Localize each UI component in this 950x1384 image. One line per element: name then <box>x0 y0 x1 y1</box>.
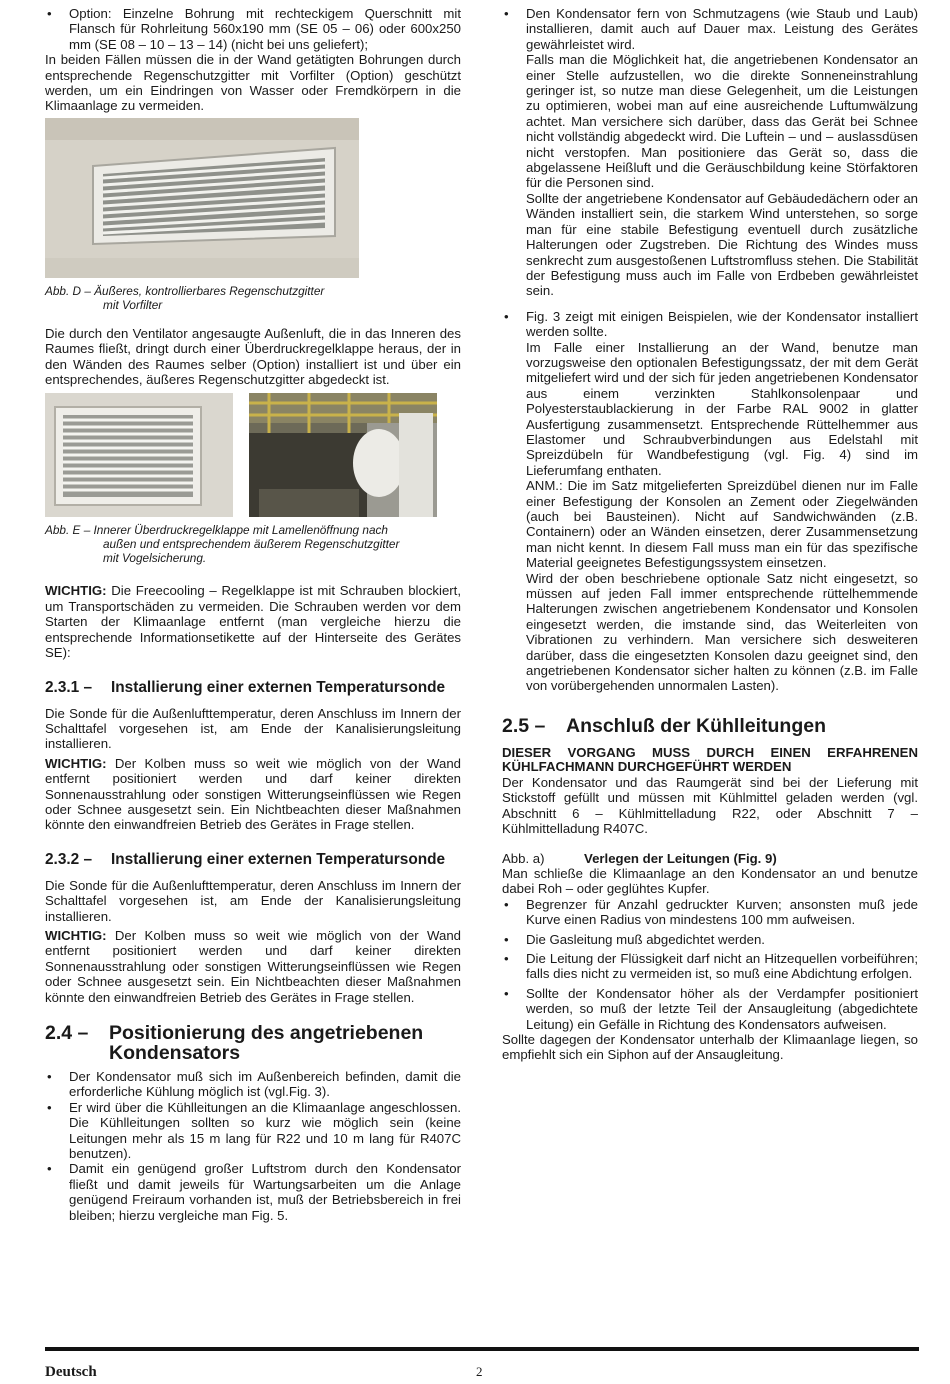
left-column <box>45 6 461 1223</box>
page-number: 2 <box>476 1364 483 1379</box>
caption-abb-d: Abb. D – Äußeres, kontrollierbares Regenschutzgitter mit Vorfilter <box>45 283 325 312</box>
bullet-schmutzagens: • Den Kondensator fern von Schmutzagens (wie Staub und Laub) installieren, damit auch auf Dauer max. Leistung des Gerätes gewährleistet wird. <box>502 6 918 52</box>
footer-language: Deutsch <box>45 1364 97 1380</box>
wichtig-label: WICHTIG: <box>45 583 107 599</box>
bullet-2-5-b: • Die Gasleitung muß abgedichtet werden. <box>502 932 918 947</box>
paragraph-schliesse: Man schließe die Klimaanlage an den Kondensator an und benutze dabei Roh – oder geglühtes Kupfer. <box>502 865 918 897</box>
bullet-2-4-c: • Damit ein genügend großer Luftstrom durch den Kondensator fließt und damit jeweils für Wartungsarbeiten um die Anlage genügend Freiraum vorhanden ist, muß der Betriebsbereich in frei bleiben; hierzu vergleiche man Fig. 5. <box>45 1161 461 1223</box>
warning-kuehlfachmann: DIESER VORGANG MUSS DURCH EINEN ERFAHRENEN KÜHLFACHMANN DURCHGEFÜHRT WERDEN <box>502 744 918 775</box>
bullet-fig3: • Fig. 3 zeigt mit einigen Beispielen, wie der Kondensator installiert werden sollte. <box>502 309 918 340</box>
paragraph-anm: ANM.: Die im Satz mitgelieferten Spreizdübel dienen nur im Falle einer Befestigung der Konsolen an Zement oder Ziegelwänden (auch bei Bausteinen). Nicht auf Sandwichwänden (z.B. Containern) oder an Wänden einsetzen, derer Zusammensetzung man nicht kennt. In diesem Fall muss man ein für das spezifische Material geeignetes Befestigungssystem einsetzen. <box>526 478 918 571</box>
paragraph-wandinstallation: Im Falle einer Installierung an der Wand, benutze man vorzugsweise den optionalen Befestigungssatz, der mit dem Gerät mitgeliefert wird und der sich für jeden angetriebenen Kondensator aus einem verzinkten Stahlkonsolenpaar und Polyesterstaublackierung in der Farbe RAL 9002 in glatter Ausfertigung zusammensetzt. Entsprechende Rüttelhemmer aus Elastomer und Schraubverbindungen aus Edelstahl mit Spreizdübeln für Wandbefestigung (vgl. Fig. 4) sind im Lieferumfang enthaten. <box>526 339 918 478</box>
bullet-2-5-d: • Sollte der Kondensator höher als der Verdampfer positioniert werden, so muß der letzte Teil der Ansaugleitung (abgedichtete Leitung) ein Gefälle in Richtung des Kondensators aufweisen. <box>502 986 918 1032</box>
paragraph-wichtig-2-3-1: WICHTIG: Der Kolben muss so weit wie möglich von der Wand entfernt positioniert werden und darf keiner direkten Sonnenausstrahlung oder sonstigen Witterungseinflüssen wie Regen oder Schnee ausgesetzt sein. Ein Nichtbeachten dieser Maßnahmen könnte den einwandfreien Betrieb des Gerätes in Frage stellen. <box>45 755 461 833</box>
bullet-2-5-a: • Begrenzer für Anzahl gedruckter Kurven; ansonsten muß jede Kurve einen Radius von mindestens 100 mm aufweisen. <box>502 897 918 928</box>
footer-rule <box>45 1347 919 1351</box>
figure-e-photos <box>45 393 461 517</box>
heading-2-3-1: 2.3.1 – Installierung einer externen Temperatursonde <box>45 678 446 696</box>
paragraph-2-5: Der Kondensator und das Raumgerät sind bei der Lieferung mit Stickstoff gefüllt und müssen mit Kühlmittel geladen werden (vgl. Abschnitt 6 – Kühlmittelladung R22, oder Abschnitt 7 – Kühlmittelladung R407C. <box>502 774 918 837</box>
abb-a-heading: Abb. a) Verlegen der Leitungen (Fig. 9) <box>502 850 777 866</box>
paragraph-2-3-2: Die Sonde für die Außenlufttemperatur, deren Anschluss im Innern der Schalttafel vorgesehen ist, am Ende der Kanalisierungsleitung installieren. <box>45 877 461 924</box>
bullet-2-4-a: • Der Kondensator muß sich im Außenbereich befinden, damit die erforderliche Kühlung möglich ist (vgl.Fig. 3). <box>45 1069 461 1100</box>
caption-abb-e: Abb. E – Innerer Überdruckregelklappe mit Lamellenöffnung nach außen und entsprechendem äußerem Regenschutzgitter mit Vogelsicherung. <box>45 523 400 566</box>
bullet-2-4-b: • Er wird über die Kühlleitungen an die Klimaanlage angeschlossen. Die Kühlleitungen sollten so kurz wie möglich sein (keine Leitungen mehr als 15 m lang für R22 und 10 m lang für R407C benutzen). <box>45 1100 461 1162</box>
bullet-option: • Option: Einzelne Bohrung mit rechteckigem Querschnitt mit Flansch für Rohrleitung 560x190 mm (SE 05 – 06) oder 600x250 mm (SE 08 – 10 – 13 – 14) (nicht bei uns geliefert); <box>45 6 461 52</box>
photo-vogelsicherung <box>249 393 437 517</box>
paragraph-aussenluft: Die durch den Ventilator angesaugte Außenluft, die in das Inneren des Raumes fließt, dringt durch einer Überdruckregelklappe heraus, der in den Wänden des Raumes selber (Option) installiert ist und über ein entsprechendes, äußeres Regenschutzgitter abgedeckt ist. <box>45 325 461 388</box>
right-column <box>502 6 918 1063</box>
paragraph-falls: Falls man die Möglichkeit hat, die angetriebenen Kondensator an einer Stelle aufzustellen, wo die direkte Sonneneinstrahlung geringer ist, so nutze man diese Gelegenheit, um die Leistungen zu optimieren, wobei man auf eine ausreichende Luftumwälzung achtet. Man versichere sich darüber, dass das Gerät bei Schnee nicht vollständig abgedeckt wird. Die Luftein – und – auslassdüsen nicht verstopfen. Man positioniere das Gerät so, dass die abgelassene Heißluft und die Geräuschbildung keine Störfaktoren für die Personen sind. <box>526 52 918 191</box>
heading-2-4: 2.4 – Positionierung des angetriebenen Kondensators <box>45 1022 424 1064</box>
paragraph-wird: Wird der oben beschriebene optionale Satz nicht eingesetzt, so müssen auf jeden Fall immer entsprechende rüttelhemmende Halterungen zwischen angetriebenem Kondensator und Konsolen eingesetzt werden, die imstande sind, das Weiterleiten von Vibrationen zu verhindern. Man versichere sich desweiteren darüber, dass die eingesetzten Konsolen dazu geeignet sind, den angetriebenen Kondensator sicher halten zu können (z.B. im Falle von vorübergehenden unnormalen Lasten). <box>526 570 918 694</box>
photo-ueberdruckregelklappe <box>45 393 233 517</box>
heading-2-3-2: 2.3.2 – Installierung einer externen Temperatursonde <box>45 850 446 868</box>
photo-regenschutzgitter-aussen <box>45 118 359 278</box>
heading-2-5: 2.5 – Anschluß der Kühlleitungen <box>502 714 827 737</box>
paragraph-siphon: Sollte dagegen der Kondensator unterhalb der Klimaanlage liegen, so empfiehlt sich ein Siphon auf der Ansaugleitung. <box>502 1031 918 1063</box>
paragraph-wichtig-2-3-2: WICHTIG: Der Kolben muss so weit wie möglich von der Wand entfernt positioniert werden und darf keiner direkten Sonnenausstrahlung oder sonstigen Witterungseinflüssen wie Regen oder Schnee ausgesetzt sein. Ein Nichtbeachten dieser Maßnahmen könnte den einwandfreien Betrieb des Gerätes in Frage stellen. <box>45 927 461 1005</box>
paragraph-2-3-1: Die Sonde für die Außenlufttemperatur, deren Anschluss im Innern der Schalttafel vorgesehen ist, am Ende der Kanalisierungsleitung installieren. <box>45 705 461 752</box>
paragraph-sollte: Sollte der angetriebene Kondensator auf Gebäudedächern oder an Wänden installiert sein, die starkem Wind unterstehen, so sorge man für eine stabile Befestigung eventuell durch zusätzliche Halterungen oder Zugstreben. Die Richtung des Windes muss senkrecht zum ausgestoßenen Luftstromfluss stehen. Die Stabilität der Befestigung muss auch im Falle von Erdbeben gewährleistet sein. <box>526 190 918 299</box>
paragraph-wand-bohrungen: In beiden Fällen müssen die in der Wand getätigten Bohrungen durch entsprechende Regenschutzgitter mit Vorfilter (Option) geschützt werden, um ein Eindringen von Wasser oder Fremdkörpern in die Klimaanlage zu vermeiden. <box>45 52 461 114</box>
bullet-2-5-c: • Die Leitung der Flüssigkeit darf nicht an Hitzequellen vorbeiführen; falls dies nicht zu vermeiden ist, so muß eine Abdichtung erfolgen. <box>502 951 918 982</box>
paragraph-wichtig-freecooling: WICHTIG: Die Freecooling – Regelklappe ist mit Schrauben blockiert, um Transportschäden zu vermeiden. Die Schrauben werden vor dem Starten der Klimaanlage entfernt (man vergleiche hierzu die entsprechende Informationsetikette auf der Hinterseite des Gerätes SE): <box>45 583 461 661</box>
